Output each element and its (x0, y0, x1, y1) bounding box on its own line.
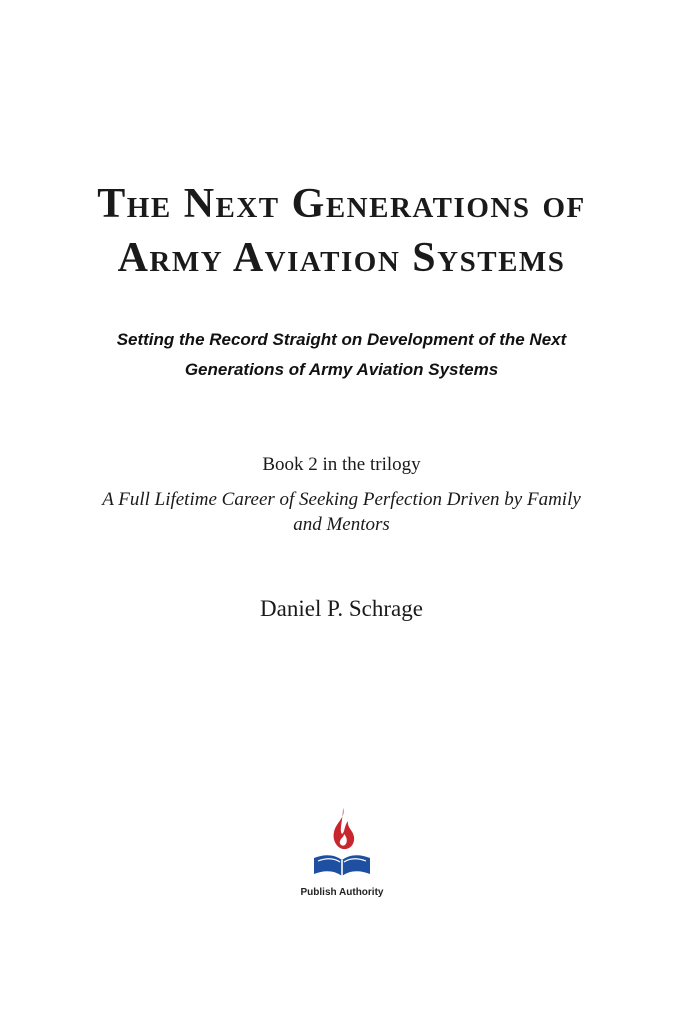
series-book-number: Book 2 in the trilogy (262, 454, 421, 475)
book-title-line-1: The Next Generations of (97, 181, 586, 227)
flame-book-icon (310, 806, 374, 880)
book-subtitle-line-1: Setting the Record Straight on Development of the Next (116, 330, 567, 349)
publisher-logo (292, 806, 392, 906)
author-name: Daniel P. Schrage (260, 596, 423, 621)
series-title-line-1: A Full Lifetime Career of Seeking Perfection Driven by Family (102, 489, 581, 510)
publisher-name: Publish Authority (300, 887, 384, 898)
series-title-line-2: and Mentors (293, 514, 390, 535)
book-title-line-2: Army Aviation Systems (117, 235, 566, 281)
book-subtitle-line-2: Generations of Army Aviation Systems (184, 360, 499, 379)
